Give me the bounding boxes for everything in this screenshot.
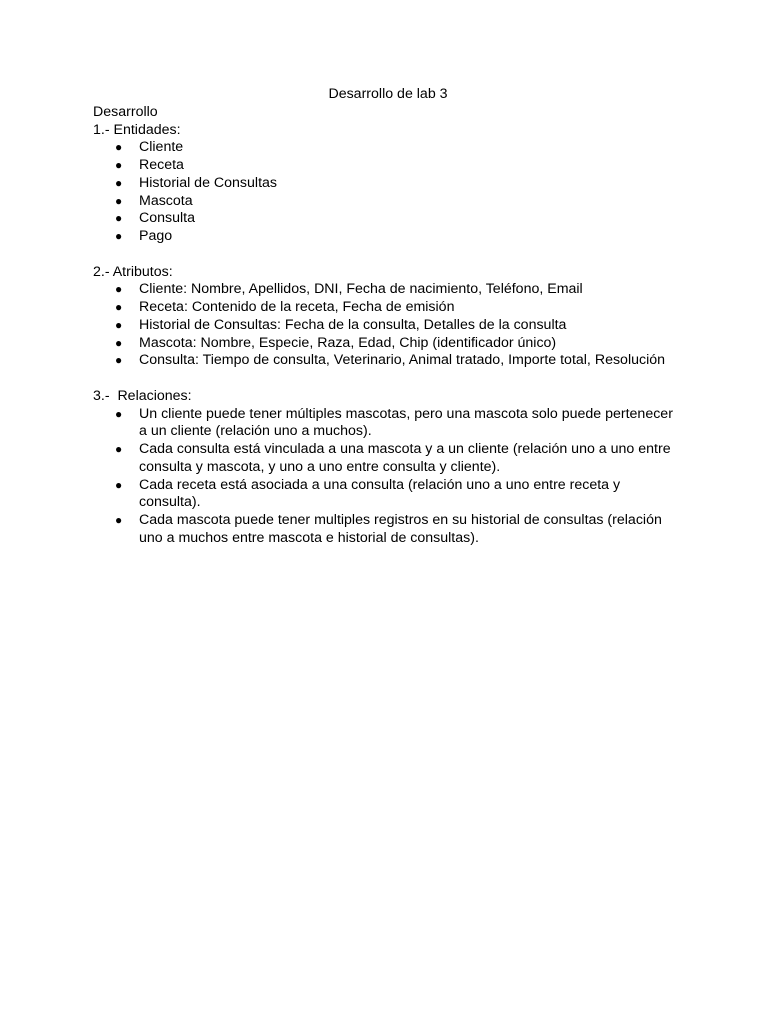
list-item: ● Receta (115, 157, 184, 173)
list-item: ● Cliente: Nombre, Apellidos, DNI, Fecha de nacimiento, Teléfono, Email (115, 281, 583, 298)
list-item: ● Pago (115, 228, 173, 244)
section-label-relaciones: 3.- Relaciones: (93, 387, 192, 404)
bullet-icon: ● (115, 477, 123, 492)
list-item: ● Consulta (115, 210, 195, 227)
bullet-icon: ● (115, 335, 123, 350)
list-item: ● Cada mascota puede tener multiples registros en su historial de consultas (relación uno a muchos entre mascota e historial de consultas). (115, 512, 662, 546)
document-heading: Desarrollo (93, 103, 158, 120)
section-label-entidades: 1.- Entidades: (93, 121, 181, 138)
list-item: ● Un cliente puede tener múltiples mascotas, pero una mascota solo puede pertenecer a un cliente (relación uno a muchos). (115, 405, 673, 440)
bullet-icon: ● (115, 158, 123, 172)
list-item: ● Consulta: Tiempo de consulta, Veterinario, Animal tratado, Importe total, Resolución (115, 352, 666, 369)
bullet-icon: ● (115, 211, 123, 226)
spacer (93, 370, 683, 388)
atributos-list (93, 281, 683, 370)
bullet-icon: ● (115, 317, 123, 332)
relaciones-list (93, 406, 683, 548)
list-item: ● Receta: Contenido de la receta, Fecha de emisión (115, 299, 455, 315)
list-item: ● Historial de Consultas: Fecha de la consulta, Detalles de la consulta (115, 316, 567, 333)
bullet-icon: ● (115, 353, 123, 368)
list-item: ● Cada receta está asociada a una consulta (relación uno a uno entre receta y consulta). (115, 476, 621, 511)
section-label-atributos: 2.- Atributos: (93, 263, 173, 280)
list-item: ● Mascota: Nombre, Especie, Raza, Edad, Chip (identificador único) (115, 334, 557, 351)
bullet-icon: ● (115, 140, 123, 155)
bullet-icon: ● (115, 406, 123, 421)
bullet-icon: ● (115, 175, 123, 190)
document-title: Desarrollo de lab 3 (328, 86, 448, 102)
bullet-icon: ● (115, 513, 123, 527)
list-item: ● Mascota (115, 192, 193, 209)
list-item: ● Cada consulta está vinculada a una mascota y a un cliente (relación uno a uno entre consulta y mascota, y uno a uno entre consulta y cliente). (115, 441, 671, 475)
bullet-icon: ● (115, 229, 123, 243)
bullet-icon: ● (115, 300, 123, 314)
spacer (93, 246, 683, 264)
list-item: ● Cliente (115, 139, 184, 156)
list-item: ● Historial de Consultas (115, 174, 277, 191)
bullet-icon: ● (115, 282, 123, 297)
bullet-icon: ● (115, 442, 123, 456)
entidades-list (93, 139, 683, 246)
document-page (93, 86, 683, 548)
bullet-icon: ● (115, 193, 123, 208)
